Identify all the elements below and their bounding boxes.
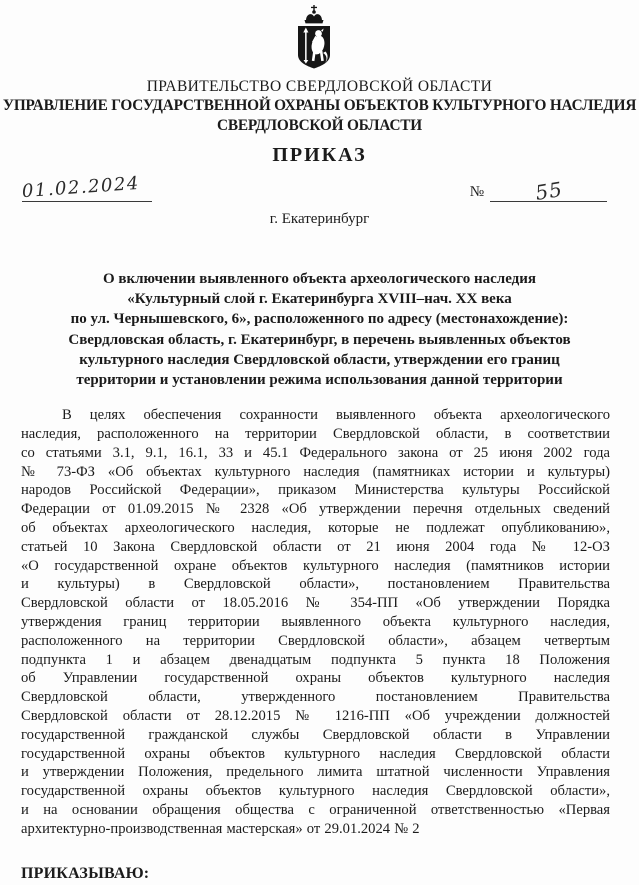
- order-preamble: [0, 406, 639, 838]
- date-number-row: [0, 169, 639, 205]
- number-sign-label: №: [469, 184, 484, 200]
- body-text-line: государственной охраны объектов культурного наследия Свердловской области»,: [21, 783, 610, 800]
- body-text-line: государственной охраны объектов культурного наследия Свердловской области: [21, 745, 610, 762]
- body-text-line: подпункта 1 и абзацем двенадцатым подпункта 5 пункта 18 Положения: [21, 651, 610, 668]
- body-text-line: Федерации от 01.09.2015 № 2328 «Об утверждении перечня отдельных сведений: [21, 501, 610, 518]
- body-text-line: статьей 10 Закона Свердловской области от 21 июня 2004 года № 12-ОЗ: [21, 538, 610, 555]
- government-name: ПРАВИТЕЛЬСТВО СВЕРДЛОВСКОЙ ОБЛАСТИ: [146, 78, 493, 95]
- body-text-line: и культуры) в Свердловской области», постановлением Правительства: [21, 576, 610, 593]
- body-text-line: В целях обеспечения сохранности выявленного объекта археологического: [62, 407, 610, 424]
- body-text-line: «О государственной охране объектов культурного наследия (памятников истории: [21, 557, 610, 574]
- body-text-line: утверждения границ территории выявленного объекта культурного наследия,: [21, 613, 610, 630]
- order-title: [0, 269, 639, 390]
- sverdlovsk-coat-of-arms-graphic: [292, 5, 336, 71]
- body-text-line: об объектах археологического наследия, которые не подлежат опубликованию»,: [21, 520, 610, 536]
- department-name-line2: СВЕРДЛОВСКОЙ ОБЛАСТИ: [216, 117, 423, 134]
- body-text-line: об Управлении государственной охраны объектов культурного наследия: [21, 670, 610, 687]
- body-text-line: Свердловской области, утвержденного постановлением Правительства: [21, 689, 610, 706]
- body-text-line: наследия, расположенного на территории Свердловской области, в соответствии: [21, 426, 610, 443]
- number-underline: [490, 176, 607, 205]
- order-title-line: культурного наследия Свердловской области, утверждении его границ: [79, 351, 560, 368]
- department-name-line1: УПРАВЛЕНИЕ ГОСУДАРСТВЕННОЙ ОХРАНЫ ОБЪЕКТОВ КУЛЬТУРНОГО НАСЛЕДИЯ: [2, 97, 637, 114]
- city-label: г. Екатеринбург: [269, 211, 370, 227]
- body-text-line: народов Российской Федерации», приказом Министерства культуры Российской: [21, 482, 610, 499]
- body-text-line: и утверждении Положения, предельного лимита штатной численности Управления: [21, 764, 610, 781]
- directive-word: ПРИКАЗЫВАЮ:: [21, 864, 150, 882]
- body-text-line: и на основании обращения общества с ограниченной ответственностью «Первая: [21, 801, 610, 818]
- body-text-line: со статьями 3.1, 9.1, 16.1, 33 и 45.1 Федерального закона от 25 июня 2002 года: [21, 444, 610, 461]
- body-text-line: архитектурно-производственная мастерская» от 29.01.2024 № 2: [21, 820, 420, 837]
- order-title-line: территории и установлении режима использования данной территории: [76, 372, 563, 389]
- coat-of-arms-icon: [292, 5, 336, 71]
- body-text-line: Свердловской области от 18.05.2016 № 354-ПП «Об утверждении Порядка: [21, 595, 610, 612]
- body-text-line: Свердловской области от 28.12.2015 № 1216-ПП «Об учреждении должностей: [21, 707, 610, 724]
- number-field: [469, 176, 607, 205]
- body-text-line: № 73-ФЗ «Об объектах культурного наследия (памятниках истории и культуры): [21, 463, 610, 480]
- handwritten-number: 55: [533, 176, 565, 205]
- document-type-title: ПРИКАЗ: [272, 144, 367, 166]
- body-text-line: расположенного на территории Свердловской области», абзацем четвертым: [21, 632, 610, 649]
- handwritten-date: 01.02.2024: [21, 172, 141, 203]
- order-title-line: Свердловская область, г. Екатеринбург, в перечень выявленных объектов: [68, 331, 571, 348]
- order-title-line: «Культурный слой г. Екатеринбурга XVIII–нач. XX века: [127, 291, 512, 308]
- body-text-line: государственной гражданской службы Свердловской области в Управлении: [21, 726, 610, 743]
- order-title-line: О включении выявленного объекта археологического наследия: [102, 271, 537, 287]
- order-title-line: по ул. Чернышевского, 6», расположенного по адресу (местонахождение):: [70, 311, 569, 328]
- date-field: [21, 172, 152, 203]
